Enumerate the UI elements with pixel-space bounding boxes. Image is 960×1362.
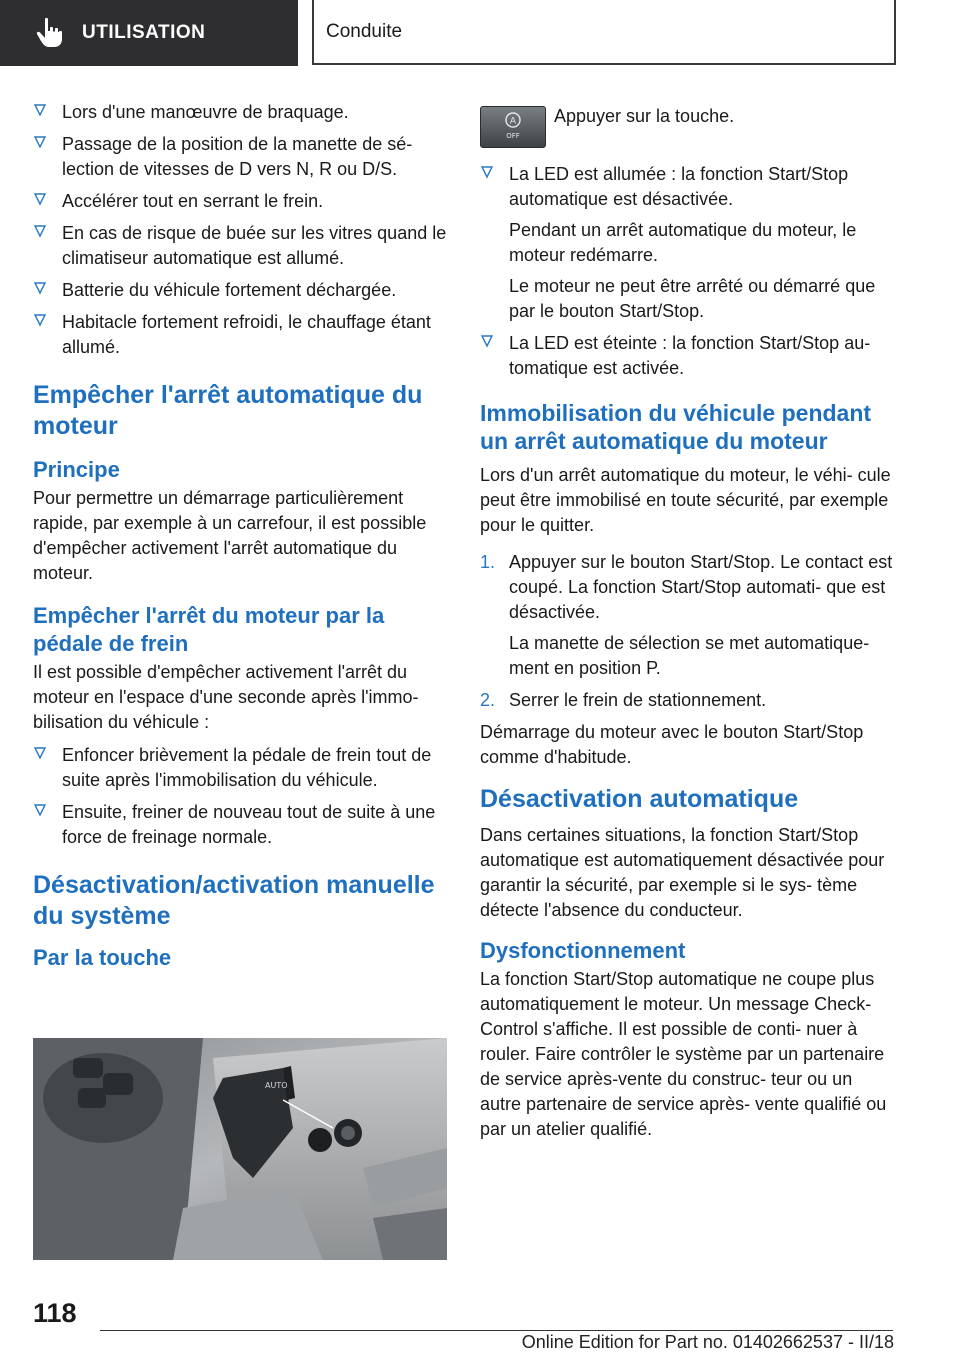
steering-column-illustration [33,1038,447,1260]
edition-note: Online Edition for Part no. 01402662537 - II/18 [521,1332,894,1352]
list-item [33,278,447,303]
list-item [33,189,447,214]
list-item [480,331,894,381]
triangle-bullet-icon [33,746,47,760]
paragraph-brake-pedal: Il est possible d'empêcher activement l'arrêt du moteur en l'espace d'une seconde après l'immo‐ bilisation du véhicule : [33,662,419,732]
triangle-bullet-icon [33,224,47,238]
heading-brake-pedal: Empêcher l'arrêt du moteur par la pédale de frein [33,603,385,656]
footer-divider [100,1330,893,1331]
triangle-bullet-icon [33,192,47,206]
heading-by-button: Par la touche [33,945,172,970]
triangle-bullet-icon [33,803,47,817]
paragraph-auto-deactivation: Dans certaines situations, la fonction Start/Stop automatique est automatiquement désactivée pour garantir la sécurité, par exemple si le sys‐ tème détecte l'absence du conducteur. [480,825,885,920]
triangle-bullet-icon [33,103,47,117]
right-column [480,100,894,1150]
auto-off-icon [481,107,545,147]
list-item-text: Accélérer tout en serrant le frein. [62,191,324,211]
section-tab [0,0,298,66]
svg-text:OFF: OFF [506,132,520,140]
subsection-title: Conduite [326,20,403,42]
heading-prevent-auto-stop: Empêcher l'arrêt automatique du moteur [33,381,423,440]
triangle-bullet-icon [480,165,494,179]
subsection-tab [312,0,896,65]
heading-immobilisation: Immobilisation du véhicule pendant un arrêt automatique du moteur [480,400,872,454]
list-item [33,100,447,125]
hand-pointer-icon [32,15,68,51]
list-item-text: Passage de la position de la manette de sé‐ lection de vitesses de D vers N, R ou D/S. [62,134,413,179]
heading-principle: Principe [33,457,120,482]
paragraph-principle: Pour permettre un démarrage particulièrement rapide, par exemple à un carrefour, il est possible d'empêcher activement l'arrêt automatique du moteur. [33,488,427,583]
step-number: 2. [480,690,496,710]
paragraph-immobilisation: Lors d'un arrêt automatique du moteur, le véhi‐ cule peut être immobilisé en toute sécurité, par exemple pour le quitter. [480,465,891,535]
list-item-text: Pendant un arrêt automatique du moteur, le moteur redémarre. [509,220,857,265]
section-title: UTILISATION [82,22,206,43]
heading-manual-toggle: Désactivation/activation manuelle du système [33,871,435,930]
heading-auto-deactivation: Désactivation automatique [480,785,799,813]
paragraph-restart: Démarrage du moteur avec le bouton Start/Stop comme d'habitude. [480,722,864,767]
list-item [33,221,447,271]
triangle-bullet-icon [33,313,47,327]
heading-malfunction: Dysfonctionnement [480,938,686,963]
step-text: Appuyer sur le bouton Start/Stop. Le contact est coupé. La fonction Start/Stop automati‐ que est désactivée. [509,552,893,622]
list-item [33,310,447,360]
list-item-text: Ensuite, freiner de nouveau tout de suite à une force de freinage normale. [62,802,436,847]
list-item-text: Batterie du véhicule fortement déchargée. [62,280,397,300]
list-item-text: En cas de risque de buée sur les vitres quand le climatiseur automatique est allumé. [62,223,447,268]
numbered-step [480,550,894,681]
auto-start-stop-button-image [480,106,546,148]
step-number: 1. [480,552,496,572]
triangle-bullet-icon [33,135,47,149]
paragraph-malfunction: La fonction Start/Stop automatique ne coupe plus automatiquement le moteur. Un message Check-Control s'affiche. Il est possible de conti‐ nuer à rouler. Faire contrôler le système par un partenaire de service après-vente du construc‐ teur ou un autre partenaire de service après- vente qualifié ou par un atelier qualifié. [480,969,887,1139]
button-instruction [480,100,894,150]
list-item-text: Habitacle fortement refroidi, le chauffage étant allumé. [62,312,431,357]
numbered-step [480,688,894,713]
list-item-text: Lors d'une manœuvre de braquage. [62,102,349,122]
list-item [33,800,447,850]
list-item-text: La LED est allumée : la fonction Start/Stop automatique est désactivée. [509,164,849,209]
left-column [33,100,447,974]
button-instruction-text: Appuyer sur la touche. [554,106,735,126]
list-item [33,743,447,793]
stalk-label: AUTO [265,1081,288,1090]
list-item [480,162,894,324]
triangle-bullet-icon [33,281,47,295]
svg-text:A: A [509,116,517,127]
list-item-text: Le moteur ne peut être arrêté ou démarré que par le bouton Start/Stop. [509,276,876,321]
list-item-text: Enfoncer brièvement la pédale de frein tout de suite après l'immobilisation du véhicule. [62,745,432,790]
dashboard-photo [33,1038,447,1260]
step-text: La manette de sélection se met automatique‐ ment en position P. [509,633,870,678]
step-text: Serrer le frein de stationnement. [509,690,767,710]
triangle-bullet-icon [480,334,494,348]
list-item [33,132,447,182]
list-item-text: La LED est éteinte : la fonction Start/Stop au‐ tomatique est activée. [509,333,871,378]
page-number: 118 [33,1298,77,1328]
